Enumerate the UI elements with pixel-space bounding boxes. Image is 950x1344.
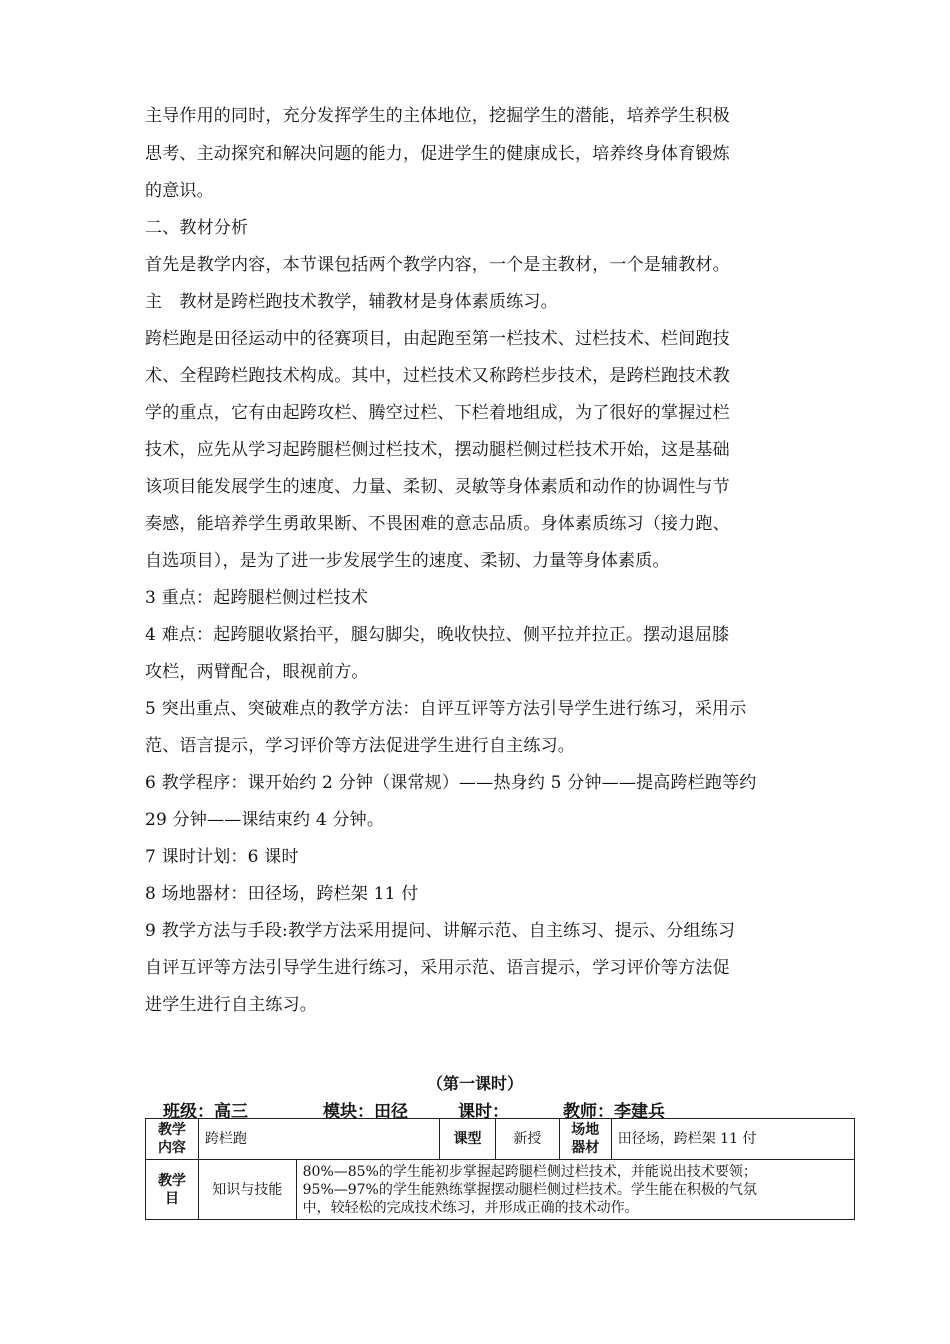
text-line: 术、全程跨栏跑技术构成。其中，过栏技术又称跨栏步技术，是跨栏跑技术教 xyxy=(145,366,730,386)
table-row xyxy=(146,1160,855,1220)
text-line: 该项目能发展学生的速度、力量、柔韧、灵敏等身体素质和动作的协调性与节 xyxy=(145,477,730,497)
type-value: 新授 xyxy=(495,1119,559,1160)
skill-label: 知识与技能 xyxy=(198,1160,296,1220)
text-line: 29 分钟——课结束约 4 分钟。 xyxy=(145,810,385,830)
text-line: 的意识。 xyxy=(145,181,214,201)
module-label: 模块：田径 xyxy=(323,1102,408,1122)
type-label: 课型 xyxy=(440,1119,496,1160)
text-line: 3 重点：起跨腿栏侧过栏技术 xyxy=(145,588,369,608)
lesson-title: （第一课时） xyxy=(426,1074,523,1093)
text-line: 主 教材是跨栏跑技术教学，辅教材是身体素质练习。 xyxy=(145,292,558,312)
venue-label: 场地器材 xyxy=(559,1119,611,1160)
text-line: 进学生进行自主练习。 xyxy=(145,995,317,1015)
text-line: 技术，应先从学习起跨腿栏侧过栏技术，摆动腿栏侧过栏技术开始，这是基础 xyxy=(145,440,730,460)
text-line: 5 突出重点、突破难点的教学方法：自评互评等方法引导学生进行练习，采用示 xyxy=(145,699,747,719)
venue-value: 田径场，跨栏架 11 付 xyxy=(611,1119,854,1160)
class-label: 班级：高三 xyxy=(163,1102,248,1122)
text-line: 自选项目），是为了进一步发展学生的速度、柔韧、力量等身体素质。 xyxy=(145,551,670,571)
text-line: 奏感，能培养学生勇敢果断、不畏困难的意志品质。身体素质练习（接力跑、 xyxy=(145,514,730,534)
skill-line: 中，较轻松的完成技术练习，并形成正确的技术动作。 xyxy=(302,1199,639,1216)
period-label: 课时： xyxy=(458,1102,509,1122)
text-line: 范、语言提示，学习评价等方法促进学生进行自主练习。 xyxy=(145,736,575,756)
text-line: 7 课时计划：6 课时 xyxy=(145,847,299,867)
text-line: 首先是教学内容，本节课包括两个教学内容，一个是主教材，一个是辅教材。 xyxy=(145,255,730,275)
text-line: 主导作用的同时，充分发挥学生的主体地位，挖掘学生的潜能，培养学生积极 xyxy=(145,106,730,126)
content-value: 跨栏跑 xyxy=(198,1119,439,1160)
text-line: 学的重点，它有由起跨攻栏、腾空过栏、下栏着地组成，为了很好的掌握过栏 xyxy=(145,403,730,423)
text-line: 6 教学程序：课开始约 2 分钟（课常规）——热身约 5 分钟——提高跨栏跑等约 xyxy=(145,773,757,793)
text-line: 8 场地器材：田径场，跨栏架 11 付 xyxy=(145,884,419,904)
skill-description xyxy=(296,1160,854,1220)
lesson-plan-table xyxy=(145,1118,855,1220)
text-line: 跨栏跑是田径运动中的径赛项目，由起跑至第一栏技术、过栏技术、栏间跑技 xyxy=(145,329,730,349)
text-line: 攻栏，两臂配合，眼视前方。 xyxy=(145,662,369,682)
goal-label: 教学目 xyxy=(146,1160,199,1220)
section-heading: 二、教材分析 xyxy=(145,218,249,238)
text-line: 9 教学方法与手段:教学方法采用提问、讲解示范、自主练习、提示、分组练习 xyxy=(145,921,736,941)
text-line: 4 难点：起跨腿收紧抬平，腿勾脚尖，晚收快拉、侧平拉并拉正。摆动退屈膝 xyxy=(145,625,730,645)
text-line: 自评互评等方法引导学生进行练习，采用示范、语言提示，学习评价等方法促 xyxy=(145,958,730,978)
teacher-label: 教师：李建兵 xyxy=(563,1102,665,1122)
table-row xyxy=(146,1119,855,1160)
content-label: 教学内容 xyxy=(146,1119,199,1160)
skill-line: 95%—97%的学生能熟练掌握摆动腿栏侧过栏技术。学生能在积极的气氛 xyxy=(302,1181,757,1198)
skill-line: 80%—85%的学生能初步掌握起跨腿栏侧过栏技术，并能说出技术要领； xyxy=(302,1163,757,1180)
text-line: 思考、主动探究和解决问题的能力，促进学生的健康成长，培养终身体育锻炼 xyxy=(145,144,730,164)
